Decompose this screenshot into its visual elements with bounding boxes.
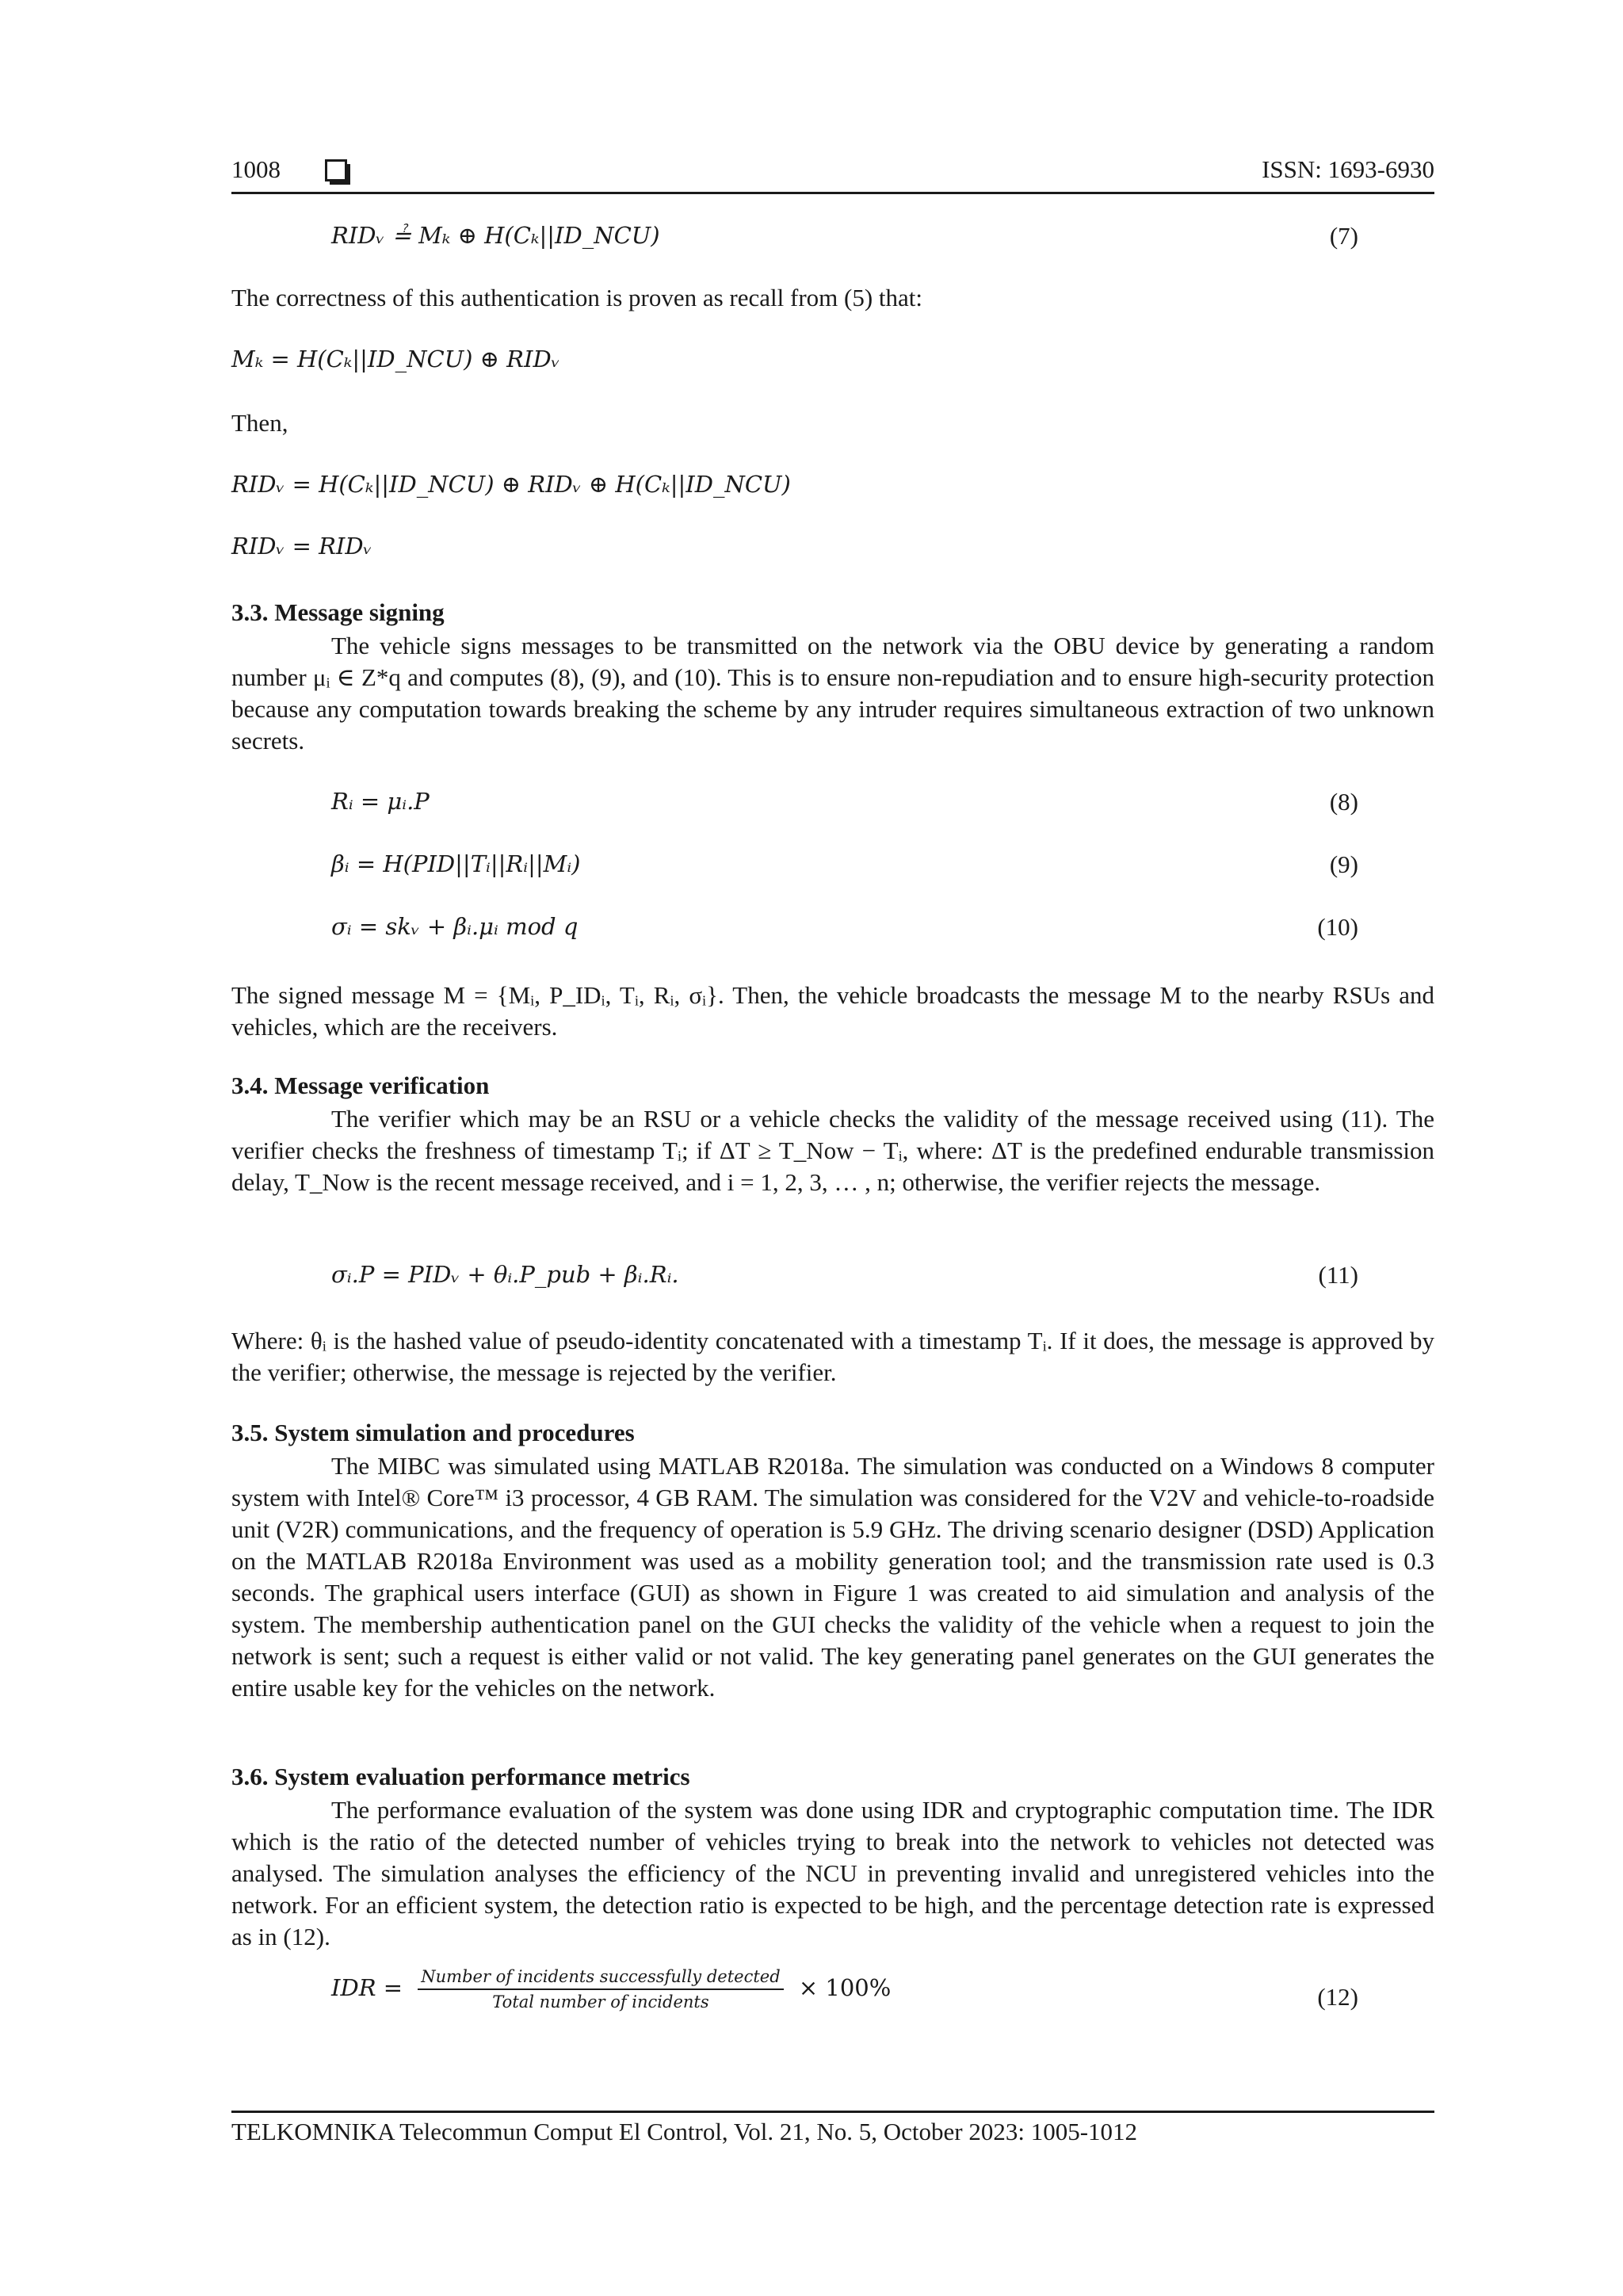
footer-rule <box>231 2111 1434 2113</box>
equation-8: Rᵢ = μᵢ.P <box>331 788 430 815</box>
checkbox-square-icon <box>325 159 347 181</box>
section-3-5-title: 3.5. System simulation and procedures <box>231 1419 635 1446</box>
equation-8-number: (8) <box>1329 788 1358 816</box>
equation-mk: Mₖ = H(Cₖ||ID_NCU) ⊕ RIDᵥ <box>231 346 560 372</box>
equation-rid-expansion: RIDᵥ = H(Cₖ||ID_NCU) ⊕ RIDᵥ ⊕ H(Cₖ||ID_NCU) <box>231 471 791 498</box>
section-3-6-title: 3.6. System evaluation performance metrics <box>231 1763 690 1790</box>
section-3-3-title: 3.3. Message signing <box>231 598 445 626</box>
equation-9-number: (9) <box>1329 850 1358 878</box>
equation-9: βᵢ = H(PID||Tᵢ||Rᵢ||Mᵢ) <box>331 850 581 877</box>
page-footer: TELKOMNIKA Telecommun Comput El Control, Vol. 21, No. 5, October 2023: 1005-1012 <box>231 2118 1138 2145</box>
section-3-5-paragraph: The MIBC was simulated using MATLAB R2018a. The simulation was conducted on a Windows 8 computer system with Intel® Core™ i3 processor, 4 GB RAM. The simulation was considered for the V2V and vehicle-to-roadside unit (V2R) communications, and the frequency of operation is 5.9 GHz. The driving scenario designer (DSD) Application on the MATLAB R2018a Environment was used as a mobility generation tool; and the transmission rate used is 0.3 seconds. The graphical users interface (GUI) as shown in Figure 1 was created to aid simulation and analysis of the system. The membership authentication panel on the GUI checks the validity of the vehicle when a request to join the network is sent; such a request is either valid or not valid. The key generating panel generates on the GUI generates the entire usable key for the vehicles on the network. <box>231 1452 1434 1702</box>
page-number: 1008 <box>231 155 281 183</box>
header-rule <box>231 192 1434 194</box>
equation-12-number: (12) <box>1317 1983 1358 2011</box>
correctness-text: The correctness of this authentication is proven as recall from (5) that: <box>231 284 922 311</box>
equation-7: RIDᵥ ≟ Mₖ ⊕ H(Cₖ||ID_NCU) <box>331 222 660 249</box>
equation-12 <box>331 1967 891 2011</box>
equation-12-numerator: Number of incidents successfully detected <box>418 1967 783 1990</box>
page-header <box>231 155 1434 189</box>
equation-12-rhs: × 100% <box>798 1974 892 2001</box>
section-3-3-paragraph: The vehicle signs messages to be transmitted on the network via the OBU device by generating a random number μᵢ ∈ Z*q and computes (8), (9), and (10). This is to ensure non-repudiation and to ensure high-security protection because any computation towards breaking the scheme by any intruder requires simultaneous extraction of two unknown secrets. <box>231 632 1434 755</box>
section-3-4-paragraph: The verifier which may be an RSU or a vehicle checks the validity of the message received using (11). The verifier checks the freshness of timestamp Tᵢ; if ΔT ≥ T_Now − Tᵢ, where: ΔT is the predefined endurable transmission delay, T_Now is the recent message received, and i = 1, 2, 3, … , n; otherwise, the verifier rejects the message. <box>231 1105 1434 1196</box>
then-text: Then, <box>231 409 288 437</box>
equation-rid-result: RIDᵥ = RIDᵥ <box>231 533 372 560</box>
equation-11-number: (11) <box>1318 1261 1358 1289</box>
issn: ISSN: 1693-6930 <box>1262 155 1434 183</box>
equation-12-lhs: IDR = <box>331 1974 403 2001</box>
equation-10: σᵢ = skᵥ + βᵢ.μᵢ mod q <box>331 913 579 940</box>
equation-7-number: (7) <box>1329 222 1358 250</box>
equation-12-denominator: Total number of incidents <box>492 1992 709 2011</box>
where-paragraph: Where: θᵢ is the hashed value of pseudo-identity concatenated with a timestamp Tᵢ. If it does, the message is approved by the verifier; otherwise, the message is rejected by the verifier. <box>231 1327 1434 1386</box>
section-3-6-paragraph: The performance evaluation of the system was done using IDR and cryptographic computation time. The IDR which is the ratio of the detected number of vehicles trying to break into the network to vehicles not detected was analysed. The simulation analyses the efficiency of the NCU in preventing invalid and unregistered vehicles into the network. For an efficient system, the detection ratio is expected to be high, and the percentage detection rate is expressed as in (12). <box>231 1796 1434 1950</box>
equation-12-fraction <box>418 1967 783 2011</box>
equation-10-number: (10) <box>1317 913 1358 941</box>
section-3-4-title: 3.4. Message verification <box>231 1072 490 1099</box>
equation-11: σᵢ.P = PIDᵥ + θᵢ.P_pub + βᵢ.Rᵢ. <box>331 1261 679 1288</box>
signed-message-paragraph: The signed message M = {Mᵢ, P_IDᵢ, Tᵢ, Rᵢ, σᵢ}. Then, the vehicle broadcasts the message M to the nearby RSUs and vehicles, which are the receivers. <box>231 981 1434 1041</box>
